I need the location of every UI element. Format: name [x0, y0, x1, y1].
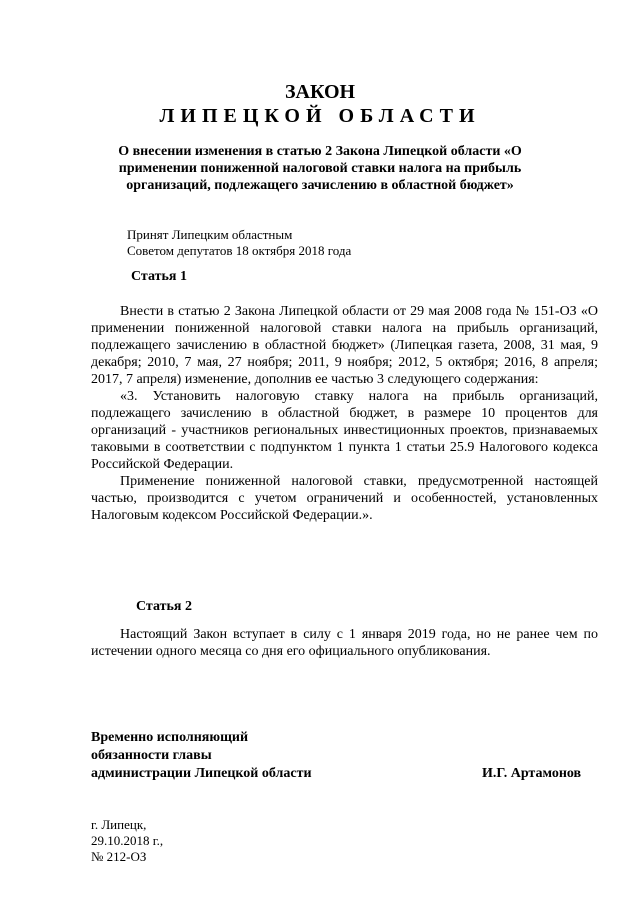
- article-2-paragraph: Настоящий Закон вступает в силу с 1 января 2019 года, но не ранее чем по истечении одного месяца со дня его официального опубликования.: [91, 627, 598, 659]
- article-1-paragraph: Применение пониженной налоговой ставки, предусмотренной настоящей частью, производится с учетом ограничений и особенностей, установленных Налоговым кодексом Российской Федерации.».: [91, 474, 598, 523]
- article-1-paragraph: «3. Установить налоговую ставку налога на прибыль организаций, подлежащего зачислению в областной бюджет, в размере 10 процентов для организаций - участников региональных инвестиционных проектов, признаваемых таковыми в соответствии с подпунктом 1 пункта 1 статьи 25.9 Налогового кодекса Российской Федерации.: [91, 389, 598, 472]
- footer-date: 29.10.2018 г.,: [91, 833, 164, 848]
- adoption-note: [127, 227, 351, 259]
- adoption-line-1: Принят Липецким областным: [127, 227, 293, 242]
- document-footer: [91, 817, 163, 865]
- article-1-body: [91, 303, 598, 524]
- signatory-name: И.Г. Артамонов: [482, 766, 582, 781]
- law-title: ЗАКОН: [284, 81, 356, 103]
- signatory-position: [91, 729, 312, 783]
- article-2-body: [91, 626, 598, 660]
- position-line-2: обязанности главы: [91, 748, 212, 763]
- position-line-3: администрации Липецкой области: [91, 766, 312, 781]
- position-line-1: Временно исполняющий: [91, 730, 249, 745]
- footer-number: № 212-ОЗ: [91, 849, 147, 864]
- footer-city: г. Липецк,: [91, 817, 147, 832]
- article-1-paragraph: Внести в статью 2 Закона Липецкой области от 29 мая 2008 года № 151-ОЗ «О применении пониженной налоговой ставки налога на прибыль организаций, подлежащего зачислению в областной бюджет» (Липецкая газета, 2008, 31 мая, 9 декабря; 2010, 7 мая, 27 ноября; 2011, 9 ноября; 2012, 5 октября; 2016, 8 апреля; 2017, 7 апреля) изменение, дополнив ее частью 3 следующего содержания:: [91, 304, 598, 387]
- adoption-line-2: Советом депутатов 18 октября 2018 года: [127, 243, 352, 258]
- article-2-heading: Статья 2: [136, 599, 192, 614]
- article-1-heading: Статья 1: [131, 269, 187, 284]
- law-subtitle: О внесении изменения в статью 2 Закона Липецкой области «О применении пониженной налоговой ставки налога на прибыль организаций, подлежащего зачислению в областной бюджет»: [118, 144, 522, 193]
- law-region-title: ЛИПЕЦКОЙ ОБЛАСТИ: [159, 105, 481, 127]
